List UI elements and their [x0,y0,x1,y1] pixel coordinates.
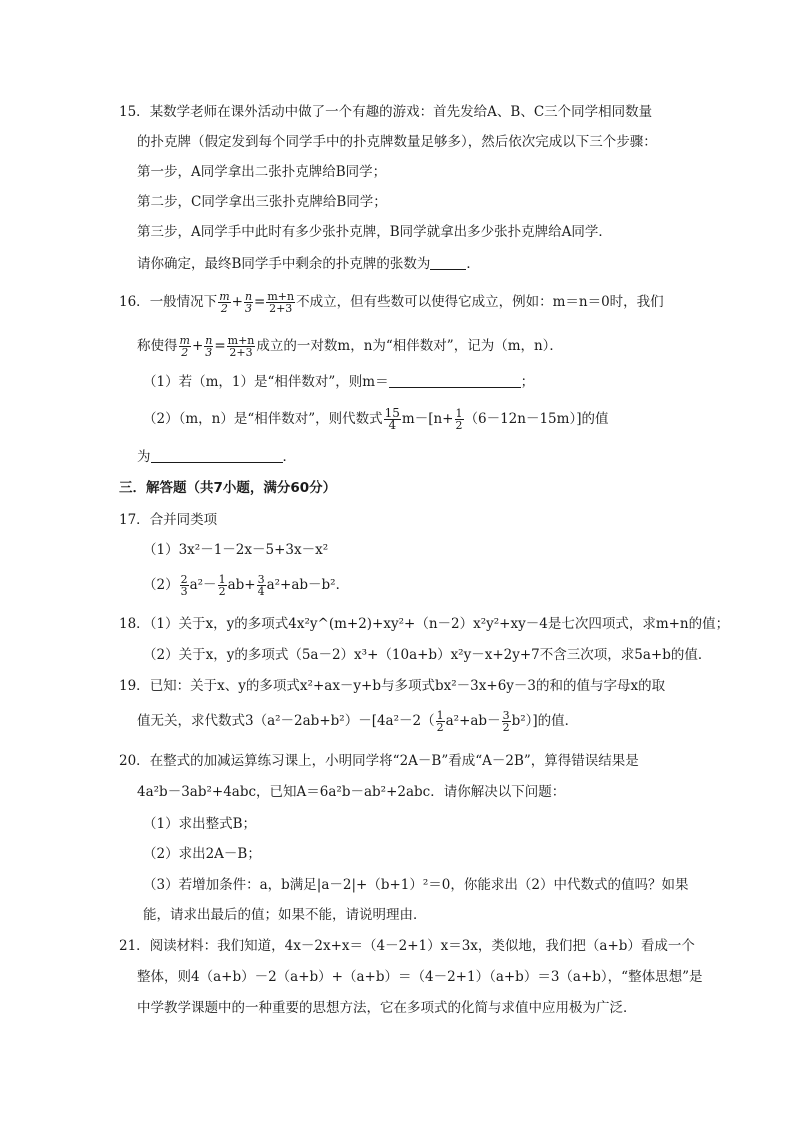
q20-part-2: （2）求出2A－B； [143,846,261,862]
q16-part-1: （1）若（m，1）是“相伴数对”，则m＝ ； [143,374,535,390]
q21-line-2: 整体，则4（a+b）－2（a+b）+（a+b）＝（4－2+1）（a+b）＝3（a+b），“整体思想”是 [137,969,703,985]
q17-title: 17．合并同类项 [119,512,218,528]
q19-line-2: 值无关，求代数式3（a²－2ab+b²）－[4a²－2（ $\frac{1}{2}$ a²+ab－ $\frac{3}{2}$ b²）]的值． [137,709,579,734]
answer-blank[interactable] [389,373,521,388]
q15-step-1: 第一步，A同学拿出二张扑克牌给B同学； [137,164,387,180]
q21-line-3: 中学教学课题中的一种重要的思想方法，它在多项式的化简与求值中应用极为广泛． [137,1000,637,1016]
q16-line-2: 称使得 $\frac{m}{2}$ + $\frac{n}{3}$ = $\frac{m+n}{2+3}$ 成立的一对数m，n为“相伴数对”，记为（m，n）． [137,334,563,359]
answer-blank[interactable] [430,255,466,270]
q18-part-1: 18．（1）关于x，y的多项式4x²y^(m+2)+xy²+（n－2）x²y²+xy－4是七次四项式，求m+n的值； [119,616,730,632]
section-heading: 三．解答题（共7小题，满分60分） [119,480,337,496]
q16-part-2: （2）（m，n）是“相伴数对”，则代数式 $\frac{15}{4}$ m－[n+ $\frac{1}{2}$ （6－12n－15m）]的值 [143,406,609,432]
q20-line-1: 20．在整式的加减运算练习课上，小明同学将“2A－B”看成“A－2B”，算得错误结果是 [119,753,639,769]
q15-line-1: 15．某数学老师在课外活动中做了一个有趣的游戏：首先发给A、B、C三个同学相同数量 [119,104,653,120]
q15-line-2: 的扑克牌（假定发到每个同学手中的扑克牌数量足够多），然后依次完成以下三个步骤： [137,134,657,150]
q15-step-2: 第二步，C同学拿出三张扑克牌给B同学； [137,194,387,210]
q16-line-1: 16．一般情况下 $\frac{m}{2}$ + $\frac{n}{3}$ = $\frac{m+n}{2+3}$ 不成立，但有些数可以使得它成立，例如：m＝n＝0时，我们 [119,290,664,315]
q20-part-3-cont: 能，请求出最后的值；如果不能，请说明理由． [143,907,427,923]
q17-part-2: （2） $\frac{2}{3}$ a²－ $\frac{1}{2}$ ab+ $\frac{3}{4}$ a²+ab－b²． [143,573,350,598]
q16-part-2-answer: 为 ． [137,449,296,465]
q15-question: 请你确定，最终B同学手中剩余的扑克牌的张数为 ． [137,256,480,272]
q19-line-1: 19．已知：关于x、y的多项式x²+ax－y+b与多项式bx²－3x+6y－3的和的值与字母x的取 [119,678,666,694]
answer-blank[interactable] [151,448,283,463]
q15-step-3: 第三步，A同学手中此时有多少张扑克牌，B同学就拿出多少张扑克牌给A同学． [137,224,612,240]
q18-part-2: （2）关于x，y的多项式（5a－2）x³+（10a+b）x²y－x+2y+7不含三次项，求5a+b的值． [143,647,712,663]
q20-part-3: （3）若增加条件：a，b满足|a－2|+（b+1）²＝0，你能求出（2）中代数式的值吗？如果 [143,877,689,893]
q20-part-1: （1）求出整式B； [143,816,257,832]
q17-part-1: （1）3x²－1－2x－5+3x－x² [143,542,329,558]
q21-line-1: 21．阅读材料：我们知道，4x－2x+x＝（4－2+1）x＝3x，类似地，我们把（a+b）看成一个 [119,938,695,954]
q20-line-2: 4a²b－3ab²+4abc，已知A＝6a²b－ab²+2abc．请你解决以下问题： [137,784,566,800]
